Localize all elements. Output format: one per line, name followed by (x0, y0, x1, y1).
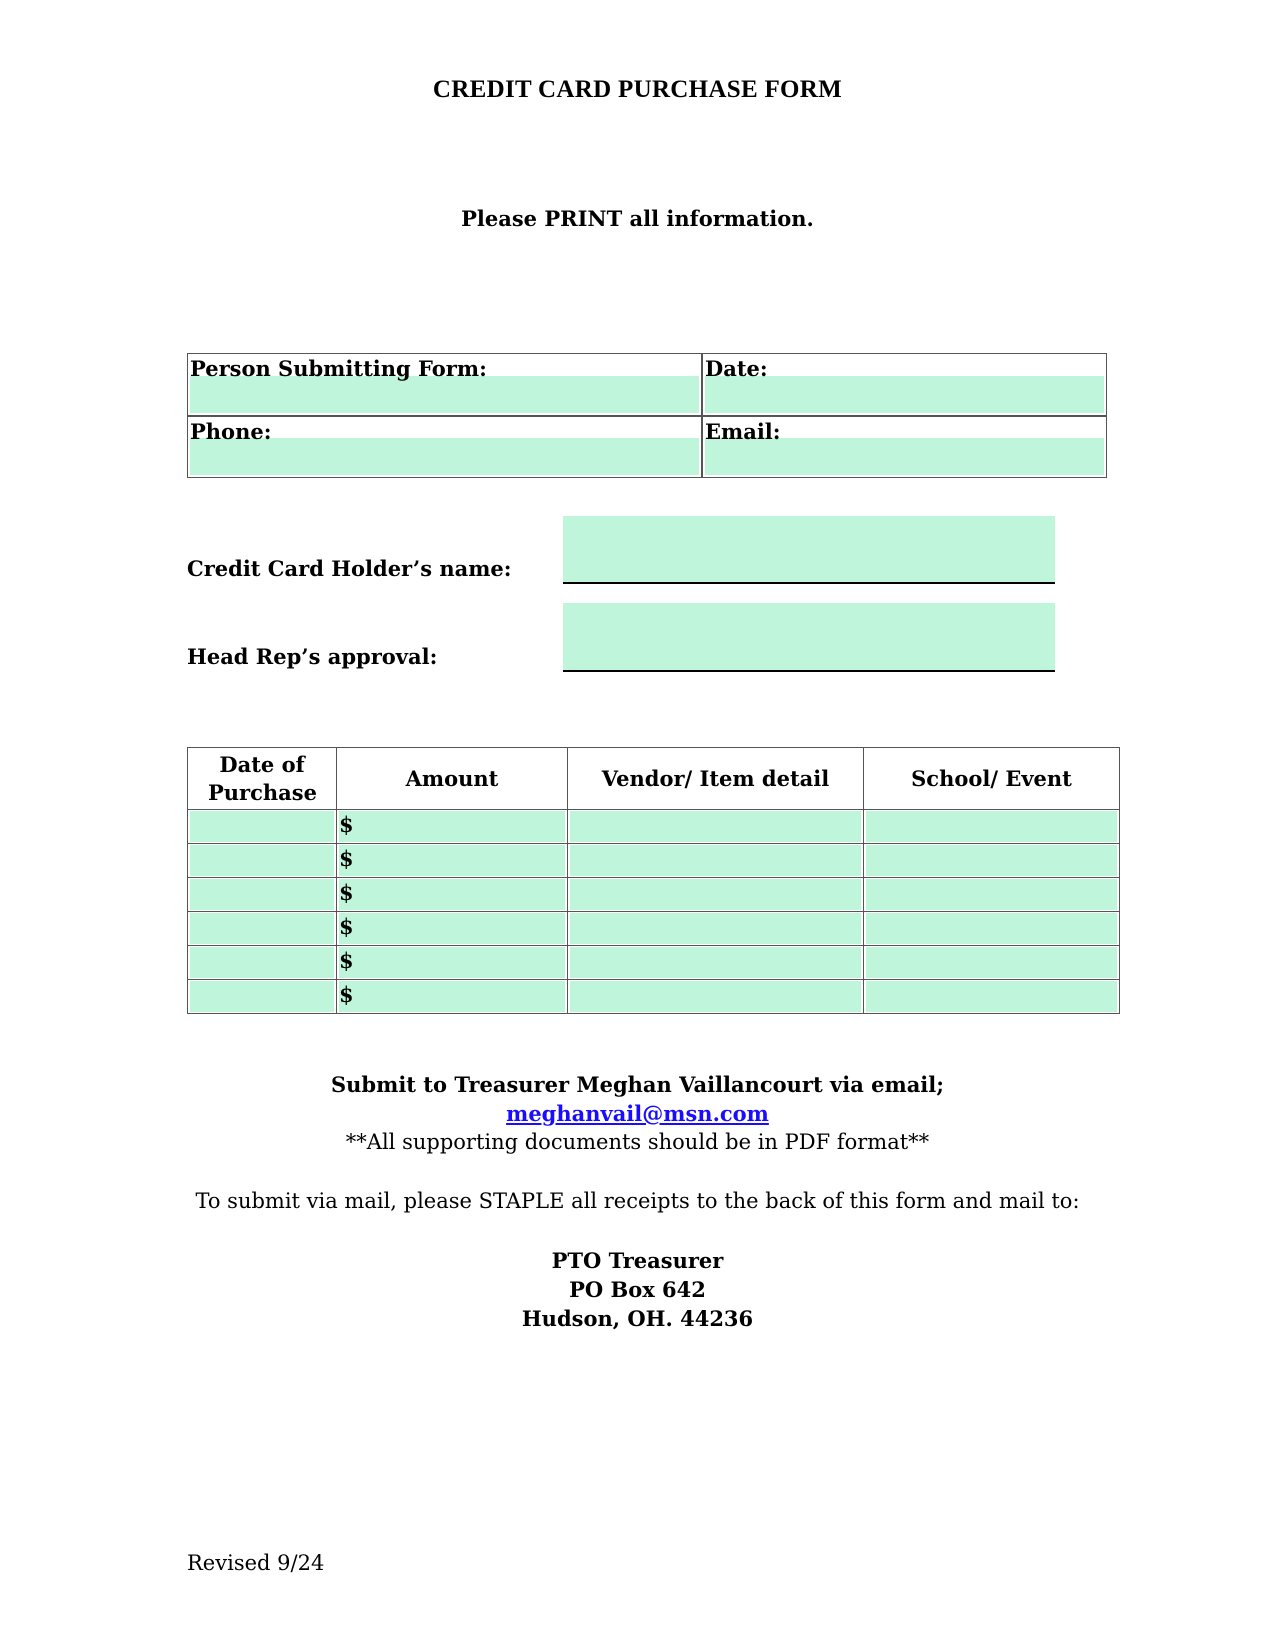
amount-cell (337, 810, 568, 844)
submit-instruction: Submit to Treasurer Meghan Vaillancourt via email; (330, 1072, 945, 1097)
person-submitting-label: Person Submitting Form: (190, 356, 487, 381)
vendor-item-detail-field[interactable] (570, 913, 861, 944)
mail-instruction: To submit via mail, please STAPLE all receipts to the back of this form and mail to: (195, 1189, 1080, 1213)
date-of-purchase-field[interactable] (190, 947, 334, 978)
amount-cell (337, 878, 568, 912)
header-date-of-purchase: Date of Purchase (188, 748, 337, 810)
person-submitting-field[interactable] (190, 376, 699, 413)
email-label: Email: (705, 419, 781, 444)
dollar-sign: $ (339, 948, 354, 973)
date-of-purchase-field[interactable] (190, 845, 334, 876)
date-of-purchase-cell (188, 878, 337, 912)
table-row (188, 946, 1120, 980)
amount-field[interactable] (339, 947, 565, 978)
dollar-sign: $ (339, 812, 354, 837)
table-row (188, 912, 1120, 946)
address-po-box: PO Box 642 (569, 1277, 706, 1302)
date-label: Date: (705, 356, 768, 381)
vendor-item-detail-field[interactable] (570, 811, 861, 842)
table-row (188, 844, 1120, 878)
school-event-field[interactable] (866, 913, 1117, 944)
card-holder-field[interactable] (563, 516, 1055, 584)
date-of-purchase-cell (188, 980, 337, 1014)
date-cell (703, 354, 1106, 415)
vendor-item-detail-cell (568, 844, 864, 878)
date-of-purchase-cell (188, 810, 337, 844)
amount-field[interactable] (339, 879, 565, 910)
amount-field[interactable] (339, 811, 565, 842)
dollar-sign: $ (339, 846, 354, 871)
date-of-purchase-field[interactable] (190, 811, 334, 842)
revision-note: Revised 9/24 (187, 1551, 325, 1575)
dollar-sign: $ (339, 914, 354, 939)
dollar-sign: $ (339, 880, 354, 905)
form-title: CREDIT CARD PURCHASE FORM (432, 76, 843, 103)
email-cell (703, 417, 1106, 477)
table-row (188, 878, 1120, 912)
address-name: PTO Treasurer (551, 1248, 724, 1273)
school-event-field[interactable] (866, 811, 1117, 842)
school-event-cell (864, 946, 1120, 980)
pdf-format-note: **All supporting documents should be in PDF format** (345, 1130, 930, 1154)
school-event-field[interactable] (866, 981, 1117, 1012)
table-row (188, 810, 1120, 844)
vendor-item-detail-field[interactable] (570, 845, 861, 876)
phone-label: Phone: (190, 419, 272, 444)
head-rep-approval-label: Head Rep’s approval: (187, 644, 438, 669)
school-event-cell (864, 980, 1120, 1014)
card-holder-label: Credit Card Holder’s name: (187, 556, 512, 581)
header-vendor-item-detail: Vendor/ Item detail (568, 748, 864, 810)
dollar-sign: $ (339, 982, 354, 1007)
amount-cell (337, 946, 568, 980)
table-header-row (188, 748, 1120, 810)
vendor-item-detail-field[interactable] (570, 981, 861, 1012)
vendor-item-detail-cell (568, 912, 864, 946)
amount-field[interactable] (339, 981, 565, 1012)
vendor-item-detail-cell (568, 946, 864, 980)
amount-cell (337, 912, 568, 946)
head-rep-approval-field[interactable] (563, 603, 1055, 672)
header-school-event: School/ Event (864, 748, 1120, 810)
date-of-purchase-field[interactable] (190, 981, 334, 1012)
phone-cell (188, 417, 701, 477)
amount-field[interactable] (339, 913, 565, 944)
school-event-cell (864, 810, 1120, 844)
date-of-purchase-cell (188, 946, 337, 980)
school-event-cell (864, 912, 1120, 946)
vendor-item-detail-field[interactable] (570, 879, 861, 910)
school-event-field[interactable] (866, 947, 1117, 978)
amount-cell (337, 980, 568, 1014)
vendor-item-detail-cell (568, 980, 864, 1014)
treasurer-email-link[interactable]: meghanvail@msn.com (506, 1101, 769, 1126)
vendor-item-detail-field[interactable] (570, 947, 861, 978)
purchases-table (187, 747, 1120, 1014)
amount-field[interactable] (339, 845, 565, 876)
school-event-cell (864, 878, 1120, 912)
vendor-item-detail-cell (568, 810, 864, 844)
date-of-purchase-cell (188, 844, 337, 878)
vendor-item-detail-cell (568, 878, 864, 912)
date-of-purchase-cell (188, 912, 337, 946)
amount-cell (337, 844, 568, 878)
table-row (188, 980, 1120, 1014)
school-event-field[interactable] (866, 879, 1117, 910)
address-city: Hudson, OH. 44236 (521, 1306, 754, 1331)
contact-info-table (187, 353, 1107, 478)
header-amount: Amount (337, 748, 568, 810)
school-event-cell (864, 844, 1120, 878)
date-of-purchase-field[interactable] (190, 913, 334, 944)
person-submitting-cell (188, 354, 701, 415)
date-field[interactable] (705, 376, 1104, 413)
print-instruction: Please PRINT all information. (461, 206, 814, 231)
date-of-purchase-field[interactable] (190, 879, 334, 910)
school-event-field[interactable] (866, 845, 1117, 876)
